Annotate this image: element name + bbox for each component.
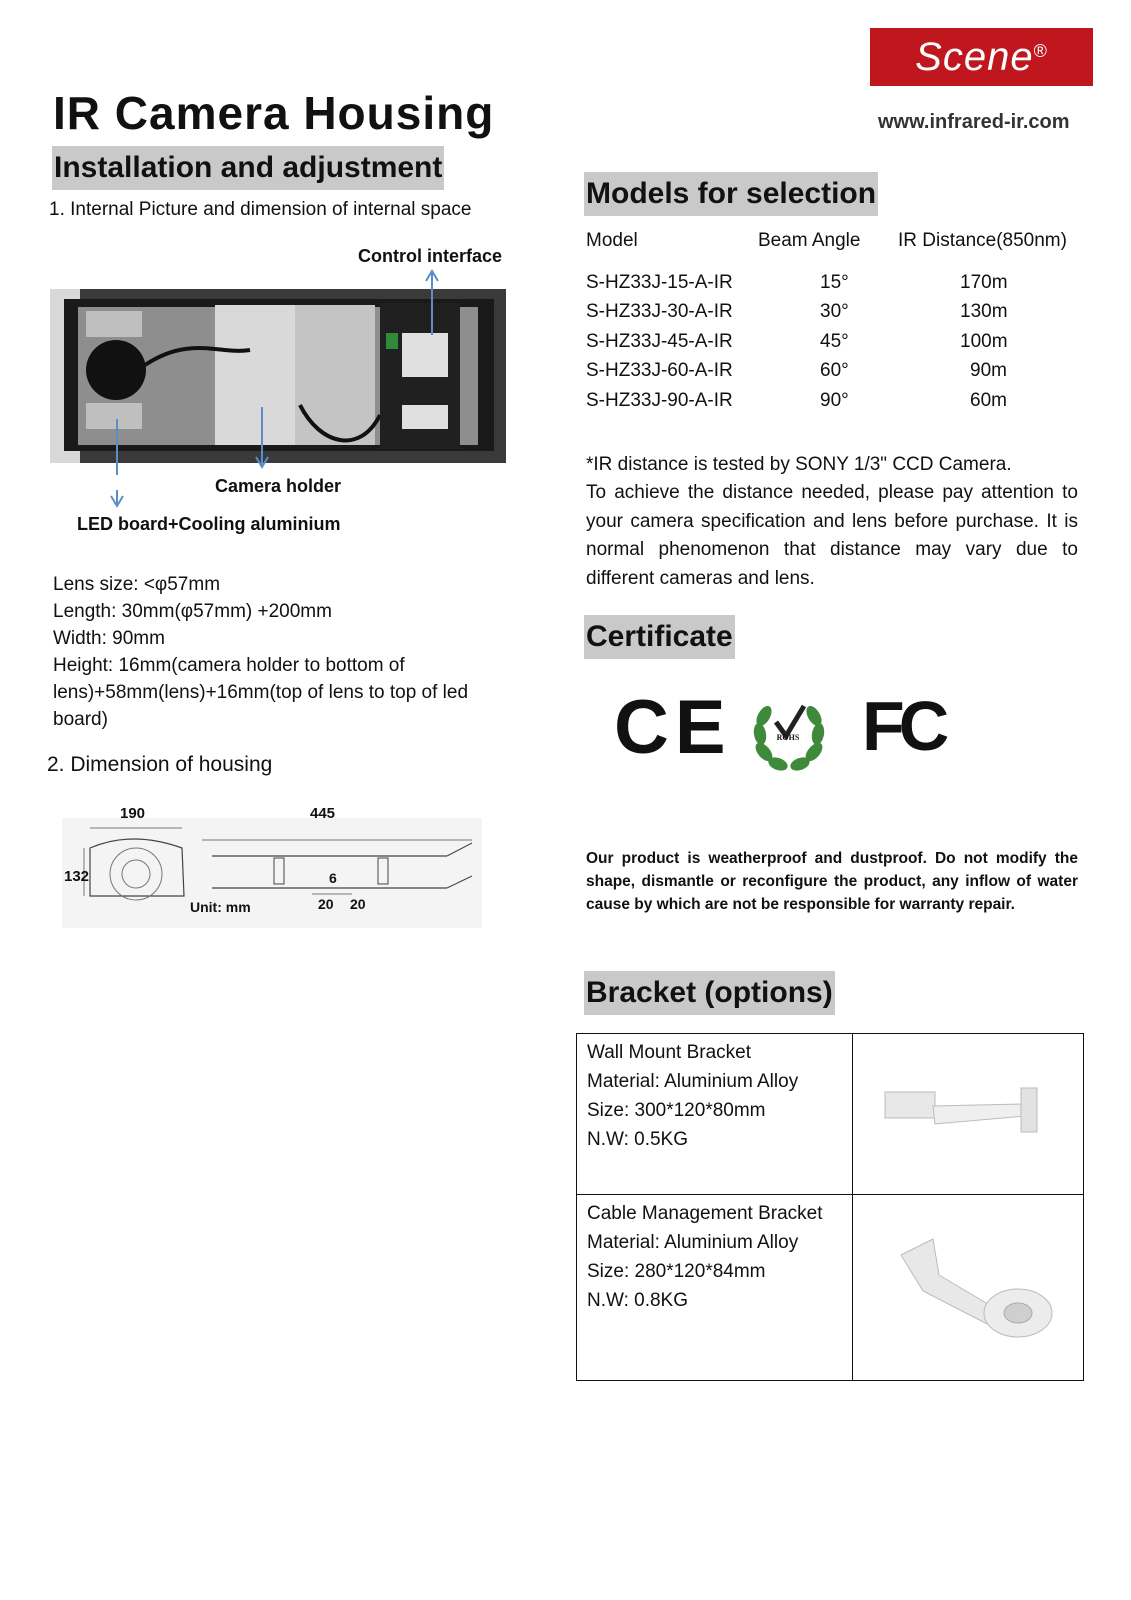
ir-distance-note: *IR distance is tested by SONY 1/3" CCD Camera. — [586, 454, 1012, 475]
fcc-mark: FC — [862, 687, 944, 765]
bracket-weight: N.W: 0.8KG — [587, 1290, 689, 1311]
dim-190: 190 — [120, 805, 146, 822]
spec-width: Width: 90mm — [53, 628, 165, 649]
spec-lens-size: Lens size: <φ57mm — [53, 574, 221, 595]
bracket-info — [577, 1195, 853, 1381]
bracket-weight: N.W: 0.5KG — [587, 1129, 689, 1150]
bracket-image-cell — [853, 1195, 1084, 1381]
brand-name: Scene — [915, 35, 1034, 79]
page-title: IR Camera Housing — [53, 87, 495, 139]
internal-photo — [50, 265, 510, 475]
col-model: Model — [586, 230, 638, 251]
beam-angle: 60° — [820, 360, 849, 382]
ir-distance: 60m — [970, 389, 1007, 411]
bracket-size: Size: 300*120*80mm — [587, 1100, 766, 1121]
beam-angle: 30° — [820, 301, 849, 323]
brand-logo — [870, 28, 1093, 86]
bracket-material: Material: Aluminium Alloy — [587, 1071, 799, 1092]
dim-20-left: 20 — [318, 896, 334, 912]
bracket-image-cell — [853, 1034, 1084, 1195]
table-row — [586, 268, 1076, 298]
dim-132: 132 — [64, 868, 90, 885]
model-name: S-HZ33J-15-A-IR — [586, 271, 733, 293]
model-name: S-HZ33J-45-A-IR — [586, 330, 733, 352]
spec-list — [53, 571, 493, 733]
dim-20-right: 20 — [350, 896, 366, 912]
models-table — [586, 230, 1076, 416]
arrow-down-icon — [108, 490, 126, 510]
table-row — [577, 1195, 1084, 1381]
distance-advice: To achieve the distance needed, please pay attention to your camera specification and lens before purchase. It is normal phenomenon that distance may vary due to different cameras and lens. — [586, 482, 1078, 589]
model-name: S-HZ33J-90-A-IR — [586, 389, 733, 411]
table-row — [577, 1034, 1084, 1195]
beam-angle: 15° — [820, 271, 849, 293]
spec-height: Height: 16mm(camera holder to bottom of lens)+58mm(lens)+16mm(top of lens to top of led board) — [53, 655, 469, 730]
bracket-material: Material: Aluminium Alloy — [587, 1232, 799, 1253]
warranty-note: Our product is weatherproof and dustproof. Do not modify the shape, dismantle or reconfigure the product, any inflow of water cause by which are not be responsible for warranty repair. — [586, 850, 1078, 913]
model-name: S-HZ33J-60-A-IR — [586, 360, 733, 382]
models-heading: Models for selection — [584, 172, 878, 216]
ir-distance: 170m — [960, 271, 1008, 293]
col-ir-distance: IR Distance(850nm) — [898, 230, 1067, 251]
dim-6: 6 — [329, 870, 337, 886]
ir-distance: 90m — [970, 360, 1007, 382]
table-row — [586, 386, 1076, 416]
table-row — [586, 357, 1076, 387]
bracket-size: Size: 280*120*84mm — [587, 1261, 766, 1282]
table-row — [586, 298, 1076, 328]
table-row — [586, 327, 1076, 357]
bracket-name: Wall Mount Bracket — [587, 1042, 752, 1063]
wall-mount-bracket-image — [853, 1034, 1083, 1189]
unit-label: Unit: mm — [190, 899, 251, 915]
dimension-drawing — [62, 818, 482, 928]
label-control-interface: Control interface — [358, 246, 503, 266]
install-item-2: 2. Dimension of housing — [47, 753, 273, 776]
beam-angle: 45° — [820, 330, 849, 352]
label-camera-holder: Camera holder — [215, 476, 342, 496]
ce-mark: CE — [614, 685, 732, 770]
ir-distance: 130m — [960, 301, 1008, 323]
bracket-table — [576, 1033, 1084, 1381]
dim-445: 445 — [310, 805, 336, 822]
bracket-heading: Bracket (options) — [584, 971, 835, 1015]
spec-length: Length: 30mm(φ57mm) +200mm — [53, 601, 332, 622]
registered-mark: ® — [1033, 41, 1048, 61]
ir-distance: 100m — [960, 330, 1008, 352]
install-item-1: 1. Internal Picture and dimension of internal space — [49, 199, 472, 220]
label-led-board: LED board+Cooling aluminium — [77, 514, 341, 534]
cable-management-bracket-image — [853, 1195, 1083, 1375]
col-beam-angle: Beam Angle — [758, 230, 861, 251]
installation-heading: Installation and adjustment — [52, 146, 444, 190]
certificate-heading: Certificate — [584, 615, 735, 659]
website-url: www.infrared-ir.com — [878, 111, 1070, 133]
model-name: S-HZ33J-30-A-IR — [586, 301, 733, 323]
beam-angle: 90° — [820, 389, 849, 411]
bracket-info — [577, 1034, 853, 1195]
bracket-name: Cable Management Bracket — [587, 1203, 823, 1224]
rohs-label: ROHS — [776, 733, 800, 742]
